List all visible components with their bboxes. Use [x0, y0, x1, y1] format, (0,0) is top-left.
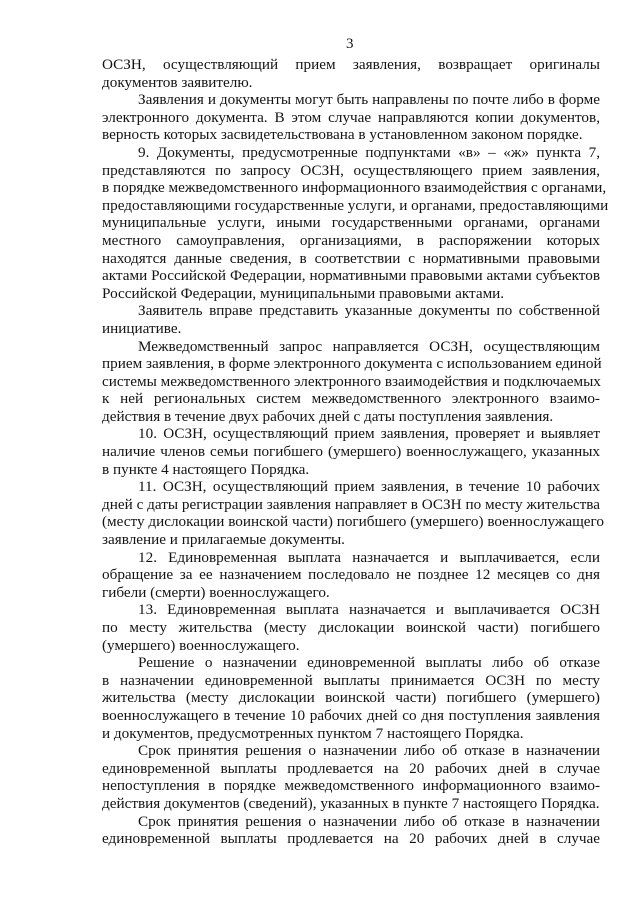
- text-line: жительства (месту дислокации воинской части) погибшего (умершего): [102, 689, 600, 707]
- text-line: местного самоуправления, организациями, в распоряжении которых: [102, 231, 600, 249]
- text-line: муниципальные услуги, иными государственными органами, органами: [102, 214, 600, 232]
- text-line: системы межведомственного электронного взаимодействия и подключаемых: [102, 372, 601, 390]
- text-line: предоставляющими государственные услуги, и органами, предоставляющими: [102, 196, 609, 214]
- paragraph: [102, 338, 600, 426]
- text-line: заявление и прилагаемые документы.: [102, 531, 345, 549]
- text-line: Заявления и документы могут быть направлены по почте либо в форме: [138, 91, 600, 109]
- text-line: ОСЗН, осуществляющий прием заявления, возвращает оригиналы: [102, 56, 600, 73]
- text-line: 13. Единовременная выплата назначается и выплачивается ОСЗН: [138, 601, 600, 619]
- text-line: гибели (смерти) военнослужащего.: [102, 583, 330, 601]
- paragraph: [102, 143, 609, 302]
- text-line: наличие членов семьи погибшего (умершего) военнослужащего, указанных: [102, 443, 600, 461]
- paragraph: [102, 813, 600, 848]
- text-line: Срок принятия решения о назначении либо об отказе в назначении: [138, 812, 600, 830]
- text-line: единовременной выплаты продлевается на 20 рабочих дней в случае: [102, 759, 600, 777]
- text-line: 10. ОСЗН, осуществляющий прием заявления, проверяет и выявляет: [138, 425, 600, 443]
- text-line: в пункте 4 настоящего Порядка.: [102, 460, 310, 478]
- text-line: документов заявителю.: [102, 73, 253, 91]
- text-line: военнослужащего в течение 10 рабочих дней со дня поступления заявления: [102, 706, 600, 724]
- text-line: обращение за ее назначением последовало не позднее 12 месяцев со дня: [102, 566, 600, 584]
- paragraph: [102, 478, 604, 549]
- text-line: в назначении единовременной выплаты принимается ОСЗН по месту: [102, 671, 600, 689]
- text-line: единовременной выплаты продлевается на 20 рабочих дней в случае: [102, 830, 600, 848]
- text-line: по месту жительства (месту дислокации воинской части) погибшего: [102, 619, 600, 636]
- paragraph: [102, 56, 600, 91]
- text-line: в порядке межведомственного информационного взаимодействия с органами,: [102, 179, 607, 197]
- text-line: Заявитель вправе представить указанные документы по собственной: [138, 302, 600, 320]
- text-line: 9. Документы, предусмотренные подпунктами «в» – «ж» пункта 7,: [138, 143, 600, 161]
- paragraph: [102, 302, 600, 337]
- text-line: находятся данные сведения, в соответствии с нормативными правовыми: [102, 249, 600, 267]
- text-line: прием заявления, в форме электронного документа с использованием единой: [102, 355, 602, 373]
- text-line: действия в течение двух рабочих дней с даты поступления заявления.: [102, 407, 554, 425]
- text-line: 11. ОСЗН, осуществляющий прием заявления, в течение 10 рабочих: [138, 478, 600, 496]
- document-body: [102, 56, 609, 848]
- text-line: Межведомственный запрос направляется ОСЗН, осуществляющим: [138, 337, 600, 355]
- text-line: Российской Федерации, муниципальными правовыми актами.: [102, 284, 505, 302]
- text-line: дней с даты регистрации заявления направляет в ОСЗН по месту жительства: [102, 495, 600, 513]
- text-line: непоступления в порядке межведомственного информационного взаимо-: [102, 777, 600, 795]
- page-number: 3: [346, 36, 354, 52]
- text-line: и документов, предусмотренных пунктом 7 настоящего Порядка.: [102, 724, 524, 742]
- paragraph: [102, 654, 600, 742]
- text-line: инициативе.: [102, 319, 182, 337]
- text-line: электронного документа. В этом случае направляются копии документов,: [102, 108, 600, 126]
- text-line: представляются по запросу ОСЗН, осуществляющего прием заявления,: [102, 161, 600, 179]
- text-line: верность которых засвидетельствована в установленном законом порядке.: [102, 126, 583, 144]
- text-line: Решение о назначении единовременной выплаты либо об отказе: [138, 654, 600, 672]
- text-line: действия документов (сведений), указанных в пункте 7 настоящего Порядка.: [102, 794, 600, 812]
- text-line: Срок принятия решения о назначении либо об отказе в назначении: [138, 742, 600, 760]
- paragraph: [102, 601, 600, 654]
- paragraph: [102, 425, 600, 478]
- paragraph: [102, 742, 600, 812]
- paragraph: [102, 549, 600, 602]
- text-line: к ней региональных систем межведомственного электронного взаимо-: [102, 390, 600, 408]
- text-line: 12. Единовременная выплата назначается и выплачивается, если: [138, 548, 600, 566]
- text-line: (месту дислокации воинской части) погибшего (умершего) военнослужащего: [102, 513, 604, 531]
- text-line: актами Российской Федерации, нормативными правовыми актами субъектов: [102, 267, 600, 285]
- text-line: (умершего) военнослужащего.: [102, 636, 300, 654]
- paragraph: [102, 91, 600, 144]
